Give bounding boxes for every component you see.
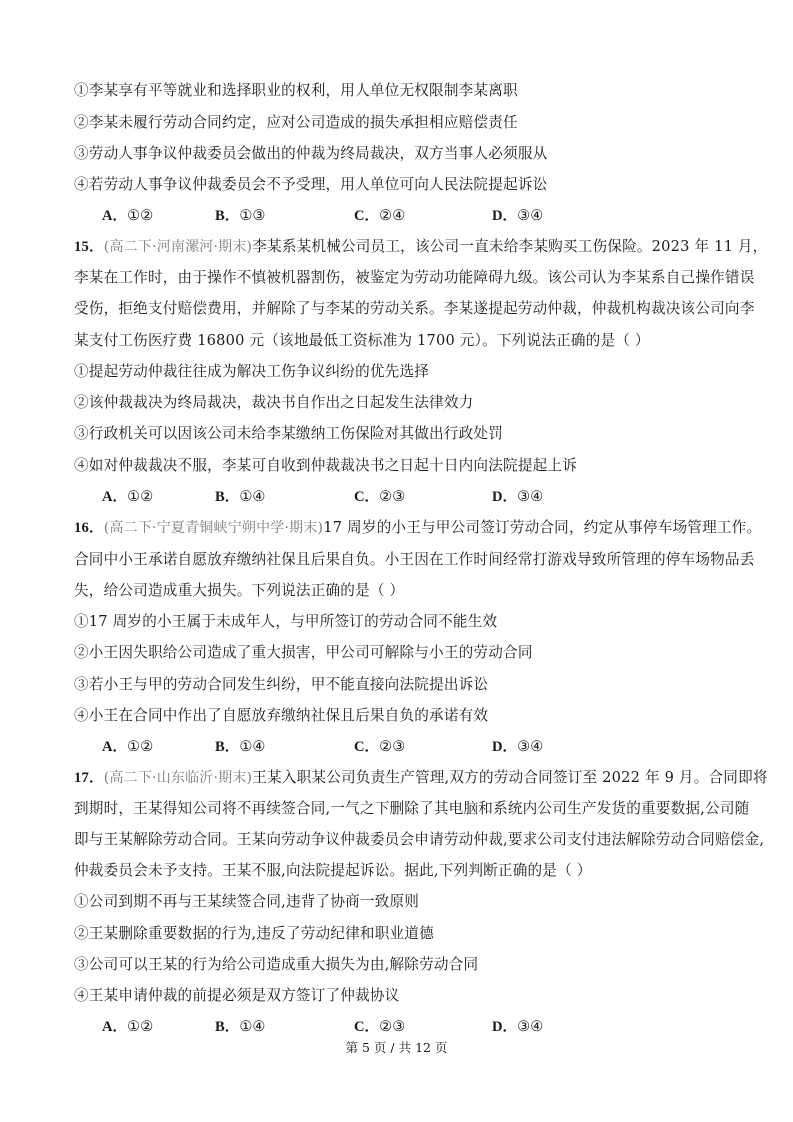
q14-choice-d[interactable]: D．③④ (492, 207, 544, 224)
page-number-footer: 第 5 页 / 共 12 页 (345, 1040, 448, 1055)
q14-choice-a[interactable]: A．①② (102, 207, 154, 224)
q16-choice-a[interactable]: A．①② (102, 738, 154, 755)
q16-source: (高二下·宁夏青铜峡宁朔中学·期末) (103, 520, 324, 536)
q17-option-3: ③公司可以王某的行为给公司造成重大损失为由,解除劳动合同 (74, 956, 479, 973)
q16-choice-c[interactable]: C．②③ (354, 738, 406, 755)
q15-choice-a[interactable]: A．①② (102, 488, 154, 505)
q15-stem-line-2: 李某在工作时，由于操作不慎被机器割伤，被鉴定为劳动功能障碍九级。该公司认为李某系自己操作错误 (74, 269, 755, 286)
q14-option-2: ②李某未履行劳动合同约定，应对公司造成的损失承担相应赔偿责任 (74, 114, 518, 131)
q16-stem-line-3: 失，给公司造成重大损失。下列说法正确的是（ ） (74, 582, 405, 599)
q15-option-2: ②该仲裁裁决为终局裁决，裁决书自作出之日起发生法律效力 (74, 394, 474, 411)
q15-option-4: ④如对仲裁裁决不服，李某可自收到仲裁裁决书之日起十日内向法院提起上诉 (74, 457, 577, 474)
q17-source: (高二下·山东临沂·期末) (103, 770, 253, 786)
q17-option-1: ①公司到期不再与王某续签合同,违背了协商一致原则 (74, 893, 420, 910)
q17-choice-c[interactable]: C．②③ (354, 1018, 406, 1035)
q16-choice-d[interactable]: D．③④ (492, 738, 544, 755)
q15-option-1: ①提起劳动仲裁往往成为解决工伤争议纠纷的优先选择 (74, 363, 430, 380)
q14-choice-c[interactable]: C．②④ (354, 207, 406, 224)
q16-stem-line-1: 16．(高二下·宁夏青铜峡宁朔中学·期末)17 周岁的小王与甲公司签订劳动合同，约定从事停车场管理工作。 (74, 519, 762, 536)
q17-choice-a[interactable]: A．①② (102, 1018, 154, 1035)
q15-stem-line-4: 某支付工伤医疗费 16800 元（该地最低工资标准为 1700 元）。下列说法正确的是（ ） (74, 332, 650, 349)
q14-option-4: ④若劳动人事争议仲裁委员会不予受理，用人单位可向人民法院提起诉讼 (74, 176, 548, 193)
q15-source: (高二下·河南漯河·期末) (103, 239, 253, 255)
q17-option-2: ②王某删除重要数据的行为,违反了劳动纪律和职业道德 (74, 925, 434, 942)
q14-option-1: ①李某享有平等就业和选择职业的权利，用人单位无权限制李某离职 (74, 82, 518, 99)
q17-stem-line-2: 到期时，王某得知公司将不再续签合同,一气之下删除了其电脑和系统内公司生产发货的重要数据,公司随 (74, 800, 750, 817)
q16-choice-b[interactable]: B．①④ (215, 738, 266, 755)
q17-stem-line-3: 即与王某解除劳动合同。王某向劳动争议仲裁委员会申请劳动仲裁,要求公司支付违法解除劳动合同赔偿金, (74, 831, 765, 848)
q15-number: 15． (74, 239, 104, 255)
q15-option-3: ③行政机关可以因该公司未给李某缴纳工伤保险对其做出行政处罚 (74, 425, 504, 442)
q16-option-4: ④小王在合同中作出了自愿放弃缴纳社保且后果自负的承诺有效 (74, 707, 489, 724)
q16-number: 16． (74, 520, 104, 536)
q17-choice-d[interactable]: D．③④ (492, 1018, 544, 1035)
q15-choice-c[interactable]: C．②③ (354, 488, 406, 505)
q17-stem-line-1: 17．(高二下·山东临沂·期末)王某入职某公司负责生产管理,双方的劳动合同签订至 2022 年 9 月。合同即将 (74, 769, 768, 786)
q16-option-3: ③若小王与甲的劳动合同发生纠纷，甲不能直接向法院提出诉讼 (74, 676, 489, 693)
q15-stem-line-1: 15．(高二下·河南漯河·期末)李某系某机械公司员工，该公司一直未给李某购买工伤保险。2023 年 11 月， (74, 238, 768, 255)
q14-option-3: ③劳动人事争议仲裁委员会做出的仲裁为终局裁决，双方当事人必须服从 (74, 145, 548, 162)
q16-stem-line-2: 合同中小王承诺自愿放弃缴纳社保且后果自负。小王因在工作时间经常打游戏导致所管理的停车场物品丢 (74, 551, 755, 568)
q16-option-1: ①17 周岁的小王属于未成年人，与甲所签订的劳动合同不能生效 (74, 613, 498, 630)
q17-number: 17． (74, 770, 104, 786)
q14-choice-b[interactable]: B．①③ (215, 207, 266, 224)
q16-option-2: ②小王因失职给公司造成了重大损害，甲公司可解除与小王的劳动合同 (74, 644, 533, 661)
q17-option-4: ④王某申请仲裁的前提必须是双方签订了仲裁协议 (74, 987, 400, 1004)
q17-choice-b[interactable]: B．①④ (215, 1018, 266, 1035)
q17-stem-line-4: 仲裁委员会未予支持。王某不服,向法院提起诉讼。据此,下列判断正确的是（ ） (74, 862, 592, 879)
q15-choice-b[interactable]: B．①④ (215, 488, 266, 505)
q15-choice-d[interactable]: D．③④ (492, 488, 544, 505)
q15-stem-line-3: 受伤，拒绝支付赔偿费用，并解除了与李某的劳动关系。李某遂提起劳动仲裁，仲裁机构裁决该公司向李 (74, 300, 755, 317)
